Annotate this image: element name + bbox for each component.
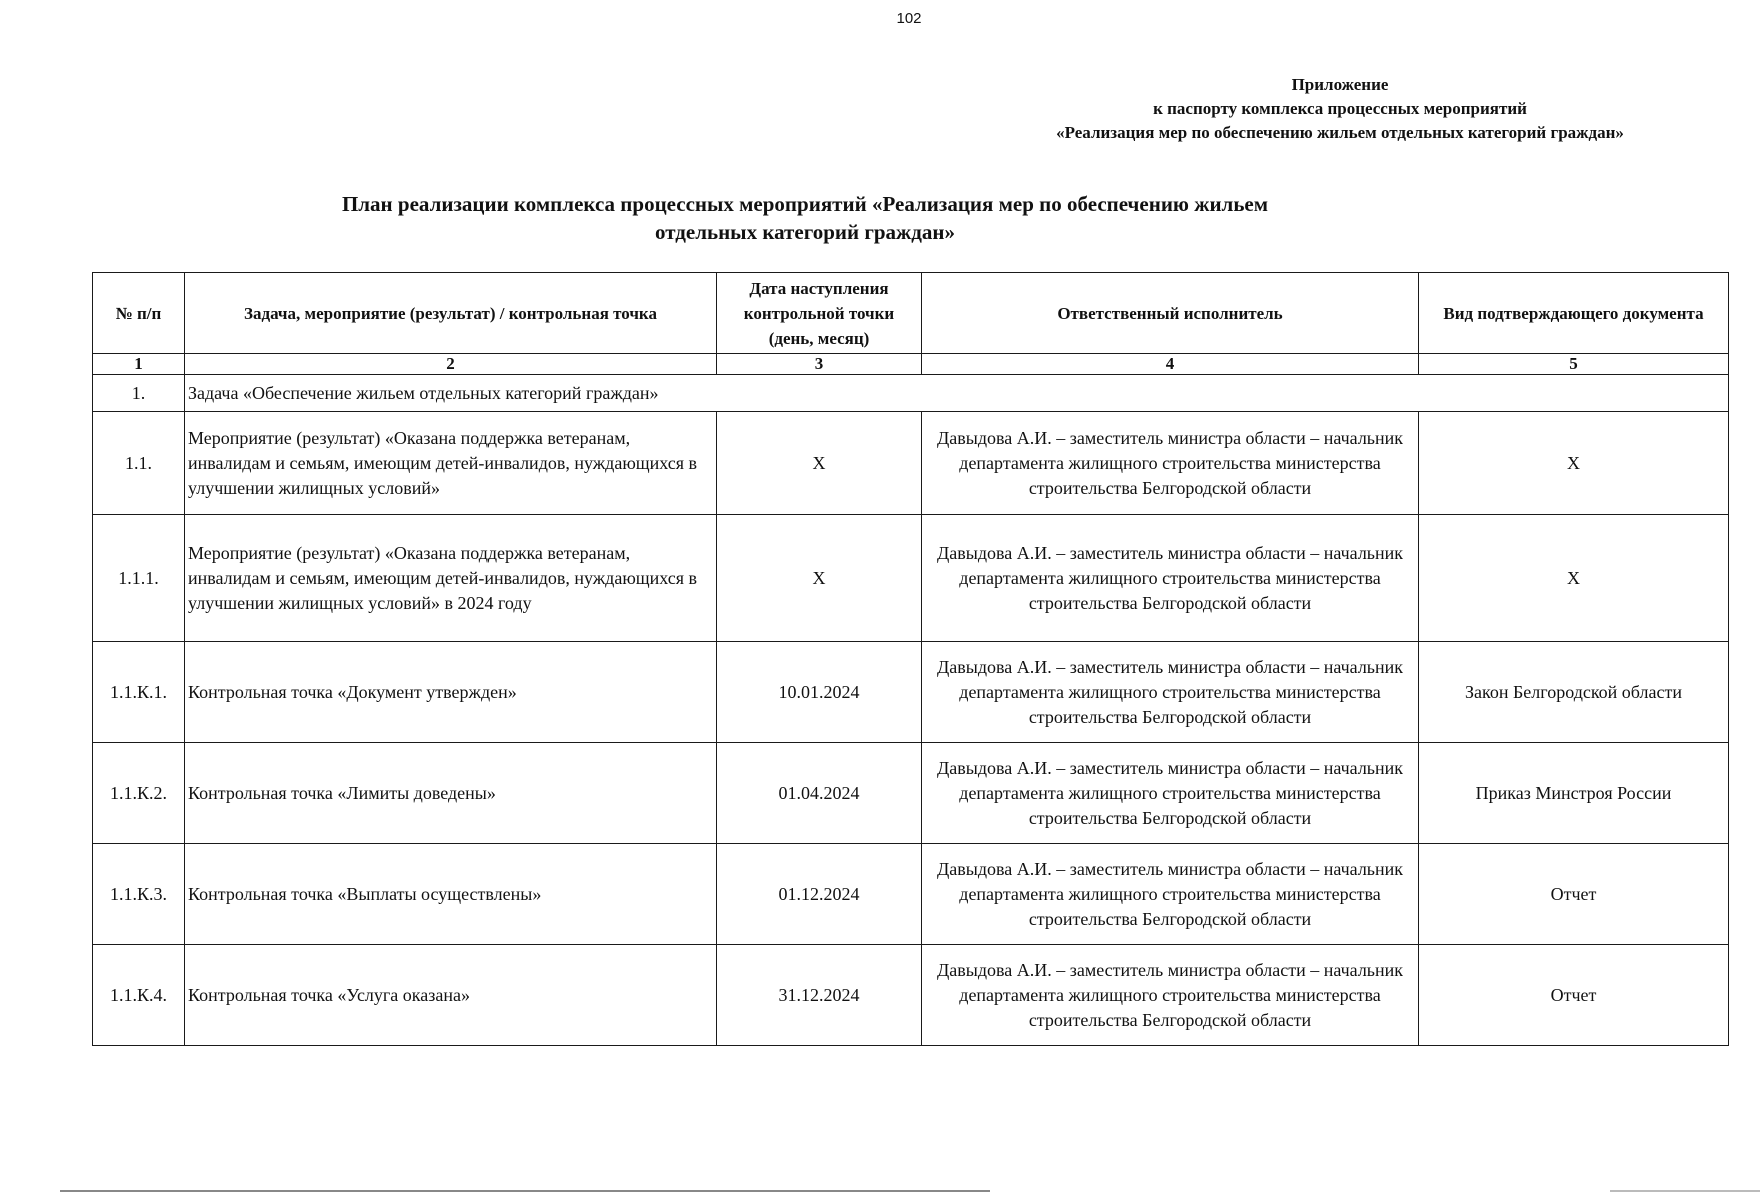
document-title-line-2: отдельных категорий граждан»	[654, 220, 956, 244]
column-number: 5	[1419, 354, 1729, 375]
row-task: Контрольная точка «Документ утвержден»	[185, 642, 717, 743]
appendix-line-2: к паспорту комплекса процессных мероприятий	[1153, 99, 1527, 118]
table-row	[93, 412, 1729, 515]
task-text: Задача «Обеспечение жильем отдельных категорий граждан»	[185, 375, 1729, 412]
header-document: Вид подтверждающего документа	[1419, 273, 1729, 354]
row-task: Мероприятие (результат) «Оказана поддержка ветеранам, инвалидам и семьям, имеющим детей-инвалидов, нуждающихся в улучшении жилищных условий»	[185, 412, 717, 515]
row-responsible: Давыдова А.И. – заместитель министра области – начальник департамента жилищного строительства министерства строительства Белгородской области	[922, 642, 1419, 743]
row-date: 31.12.2024	[717, 945, 922, 1046]
column-number-row	[93, 354, 1729, 375]
table-row	[93, 743, 1729, 844]
row-document: Приказ Минстроя России	[1419, 743, 1729, 844]
row-task: Контрольная точка «Услуга оказана»	[185, 945, 717, 1046]
row-task: Контрольная точка «Лимиты доведены»	[185, 743, 717, 844]
row-responsible: Давыдова А.И. – заместитель министра области – начальник департамента жилищного строительства министерства строительства Белгородской области	[922, 743, 1419, 844]
appendix-line-1: Приложение	[1291, 75, 1389, 94]
scan-artifact-line	[1610, 1190, 1760, 1192]
row-document: X	[1419, 515, 1729, 642]
row-document: Отчет	[1419, 844, 1729, 945]
document-title	[300, 190, 1310, 246]
row-date: 01.12.2024	[717, 844, 922, 945]
row-document: Закон Белгородской области	[1419, 642, 1729, 743]
document-title-line-1: План реализации комплекса процессных мероприятий «Реализация мер по обеспечению жильем	[341, 192, 1269, 216]
table-header-row	[93, 273, 1729, 354]
table-row	[93, 515, 1729, 642]
row-responsible: Давыдова А.И. – заместитель министра области – начальник департамента жилищного строительства министерства строительства Белгородской области	[922, 412, 1419, 515]
row-responsible: Давыдова А.И. – заместитель министра области – начальник департамента жилищного строительства министерства строительства Белгородской области	[922, 945, 1419, 1046]
row-num: 1.1.К.3.	[93, 844, 185, 945]
task-num: 1.	[93, 375, 185, 412]
column-number: 3	[717, 354, 922, 375]
table-row	[93, 642, 1729, 743]
row-responsible: Давыдова А.И. – заместитель министра области – начальник департамента жилищного строительства министерства строительства Белгородской области	[922, 515, 1419, 642]
row-date: 01.04.2024	[717, 743, 922, 844]
row-date: X	[717, 412, 922, 515]
row-date: X	[717, 515, 922, 642]
row-num: 1.1.К.2.	[93, 743, 185, 844]
page-number: 102	[896, 10, 922, 27]
row-task: Мероприятие (результат) «Оказана поддержка ветеранам, инвалидам и семьям, имеющим детей-инвалидов, нуждающихся в улучшении жилищных условий» в 2024 году	[185, 515, 717, 642]
header-date: Дата наступления контрольной точки (день, месяц)	[717, 273, 922, 354]
row-task: Контрольная точка «Выплаты осуществлены»	[185, 844, 717, 945]
row-responsible: Давыдова А.И. – заместитель министра области – начальник департамента жилищного строительства министерства строительства Белгородской области	[922, 844, 1419, 945]
plan-table	[92, 272, 1729, 1046]
row-date: 10.01.2024	[717, 642, 922, 743]
appendix-line-3: «Реализация мер по обеспечению жильем отдельных категорий граждан»	[1056, 123, 1624, 142]
row-num: 1.1.К.1.	[93, 642, 185, 743]
column-number: 4	[922, 354, 1419, 375]
header-num: № п/п	[93, 273, 185, 354]
table-row	[93, 945, 1729, 1046]
row-num: 1.1.	[93, 412, 185, 515]
scan-artifact-line	[60, 1190, 990, 1192]
task-row	[93, 375, 1729, 412]
table-row	[93, 844, 1729, 945]
row-document: Отчет	[1419, 945, 1729, 1046]
row-num: 1.1.1.	[93, 515, 185, 642]
header-task: Задача, мероприятие (результат) / контрольная точка	[185, 273, 717, 354]
column-number: 1	[93, 354, 185, 375]
row-num: 1.1.К.4.	[93, 945, 185, 1046]
header-responsible: Ответственный исполнитель	[922, 273, 1419, 354]
appendix-header	[900, 73, 1760, 145]
row-document: X	[1419, 412, 1729, 515]
column-number: 2	[185, 354, 717, 375]
